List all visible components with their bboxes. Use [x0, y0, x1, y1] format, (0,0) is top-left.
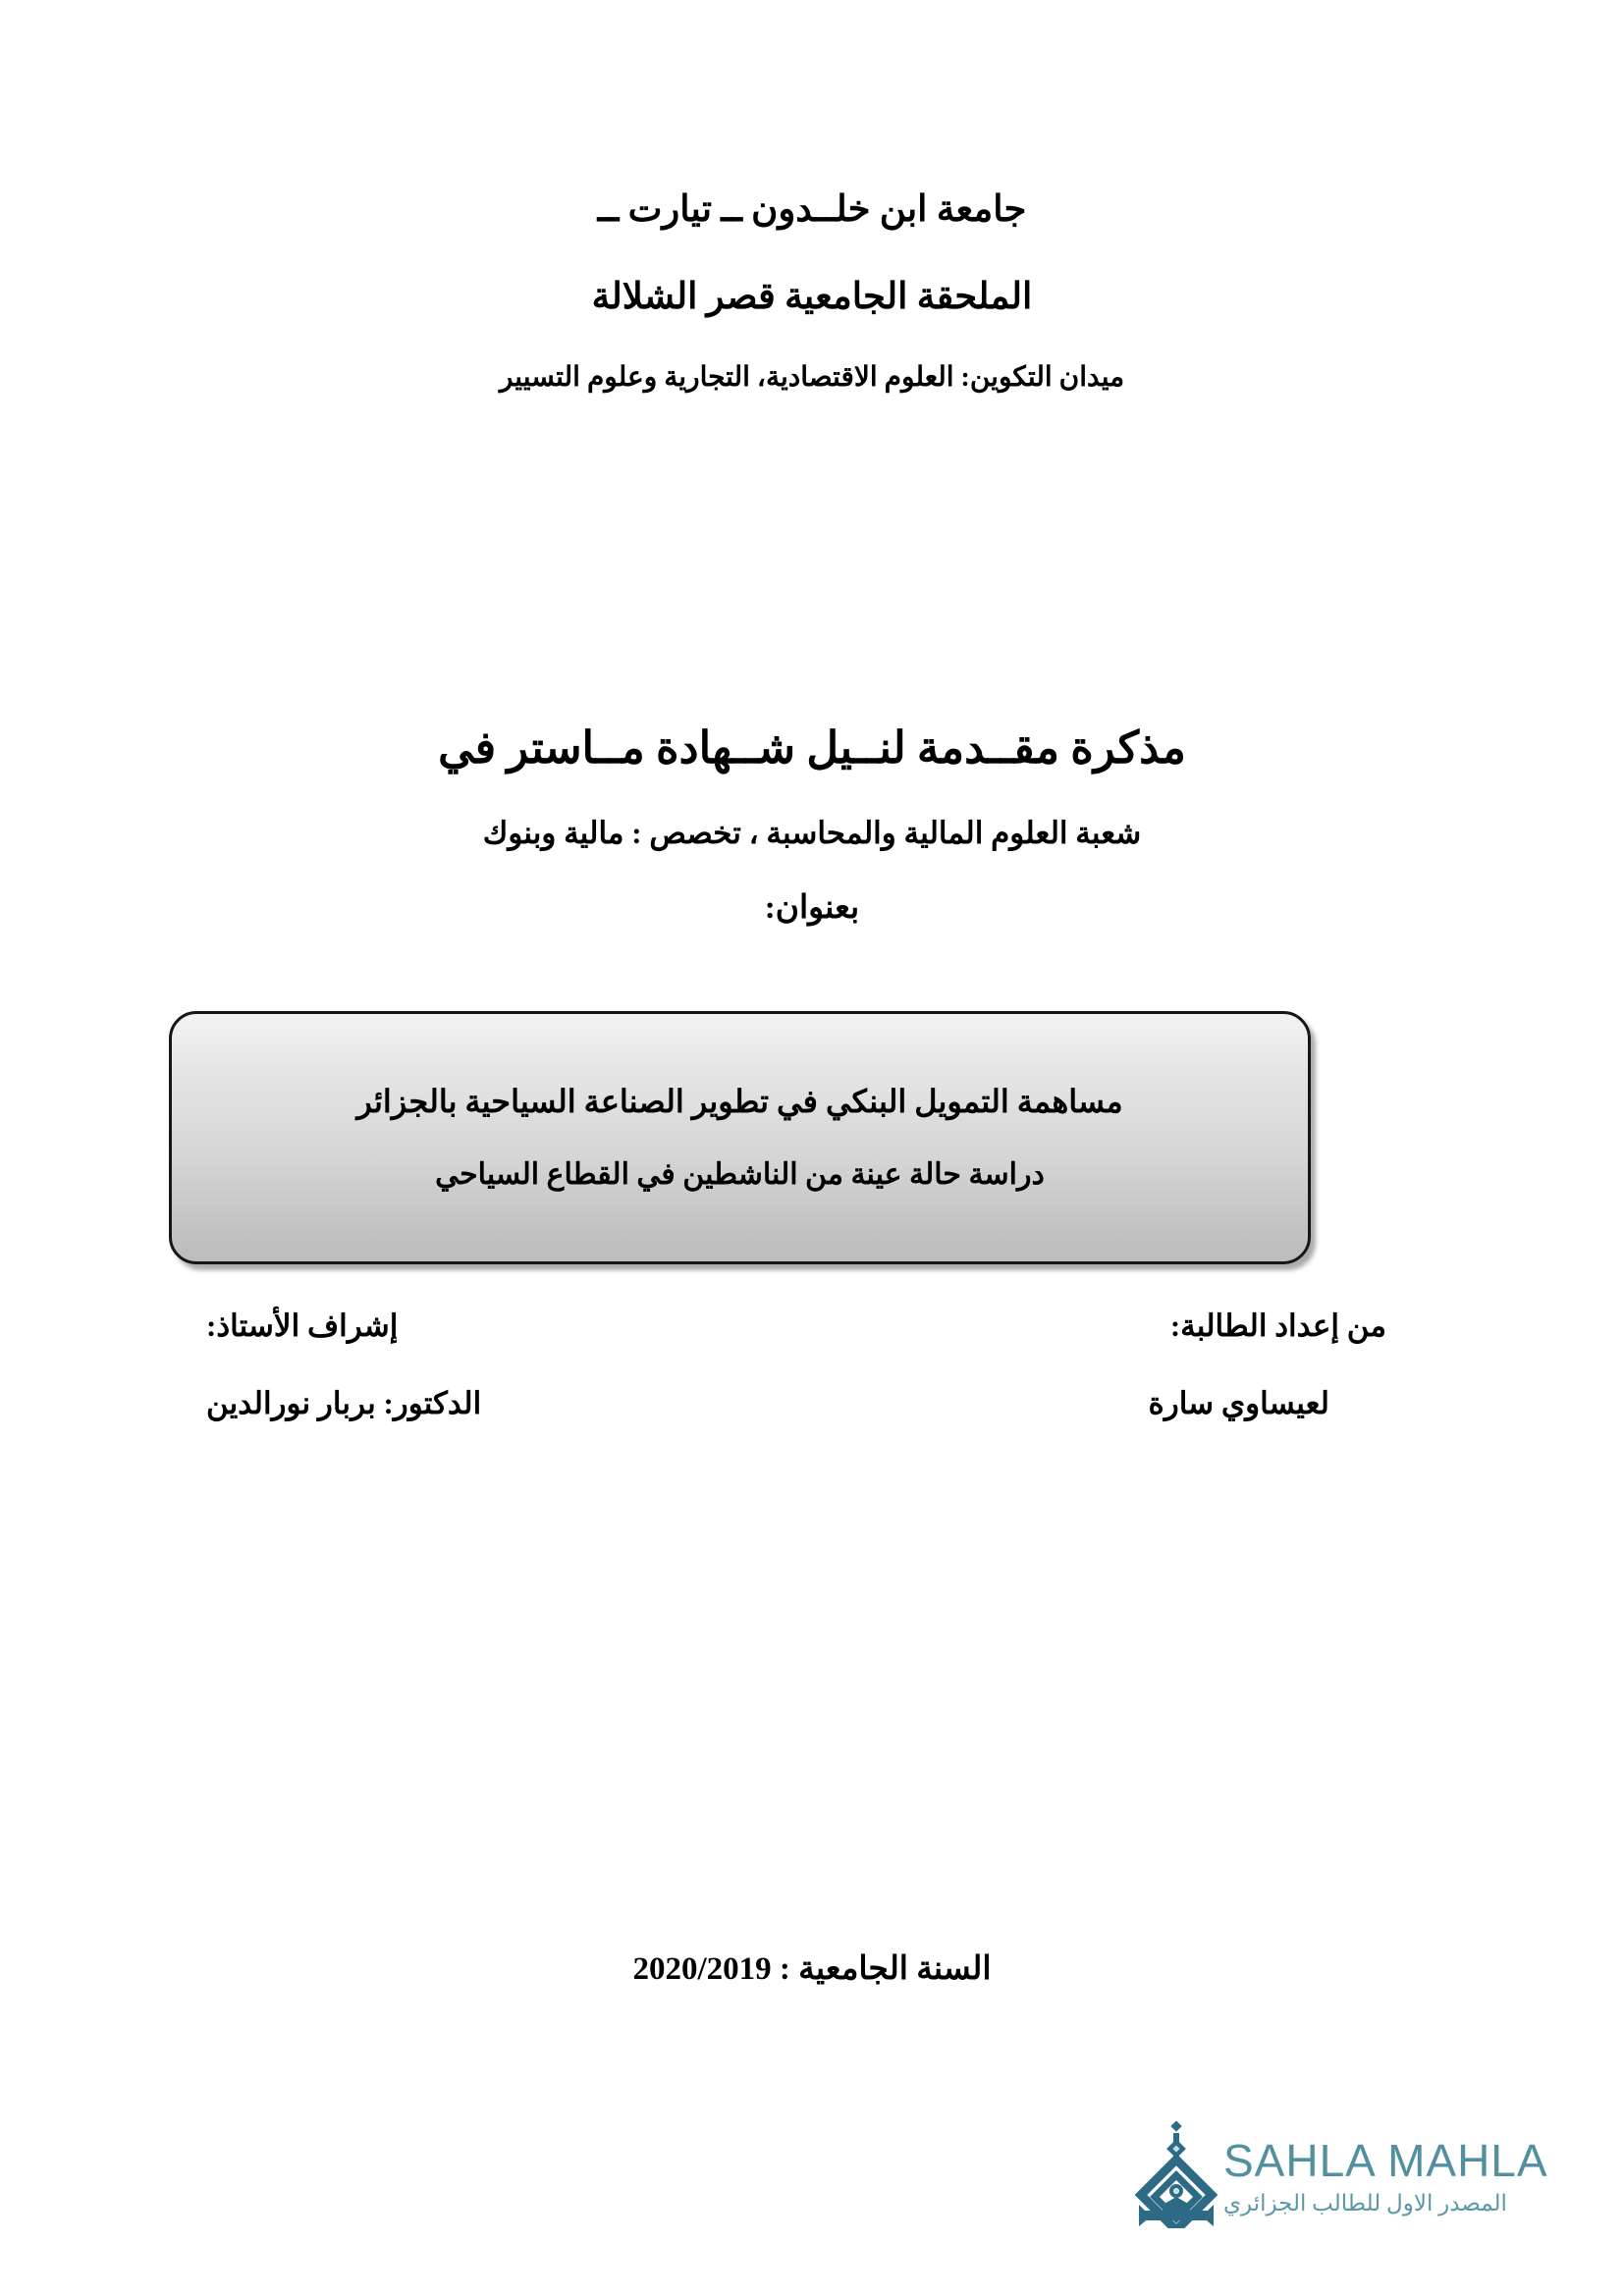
authors-section — [206, 1310, 1428, 1418]
thesis-title-primary: مساهمة التمويل البنكي في تطوير الصناعة السياحية بالجزائر — [356, 1084, 1123, 1119]
supervisor-label: إشراف الأستاذ: — [206, 1308, 399, 1343]
degree-main-line: مذكرة مقــدمة لنــيل شــهادة مــاستر في — [438, 723, 1186, 773]
training-domain: ميدان التكوين: العلوم الاقتصادية، التجارية وعلوم التسيير — [499, 362, 1125, 393]
authors-labels-row — [206, 1310, 1428, 1341]
thesis-title-box — [169, 1011, 1311, 1264]
student-label: من إعداد الطالبة: — [1169, 1308, 1386, 1343]
institution-header — [0, 191, 1624, 392]
degree-statement — [0, 723, 1624, 926]
logo-wordmark: SAHLA MAHLA — [1223, 2135, 1548, 2186]
logo-tagline: المصدر الاول للطالب الجزائري — [1223, 2191, 1507, 2216]
authors-names-row — [206, 1388, 1428, 1418]
student-name: لعيساوي سارة — [1148, 1386, 1329, 1420]
sahla-mahla-watermark — [1119, 2120, 1561, 2243]
supervisor-name: الدكتور: بربار نورالدين — [206, 1386, 482, 1420]
title-prefix-label: بعنوان: — [764, 890, 860, 926]
university-name: جامعة ابن خلــدون ــ تيارت ــ — [597, 189, 1027, 230]
thesis-title-subtitle: دراسة حالة عينة من الناشطين في القطاع السياحي — [435, 1158, 1045, 1191]
sahla-mahla-emblem-icon — [1129, 2120, 1223, 2228]
university-annex: الملحقة الجامعية قصر الشلالة — [591, 277, 1033, 317]
logo-text-group — [1223, 2120, 1548, 2215]
academic-year: السنة الجامعية : 2020/2019 — [632, 1951, 992, 1987]
degree-branch-line: شعبة العلوم المالية والمحاسبة ، تخصص : مالية وبنوك — [482, 816, 1142, 850]
